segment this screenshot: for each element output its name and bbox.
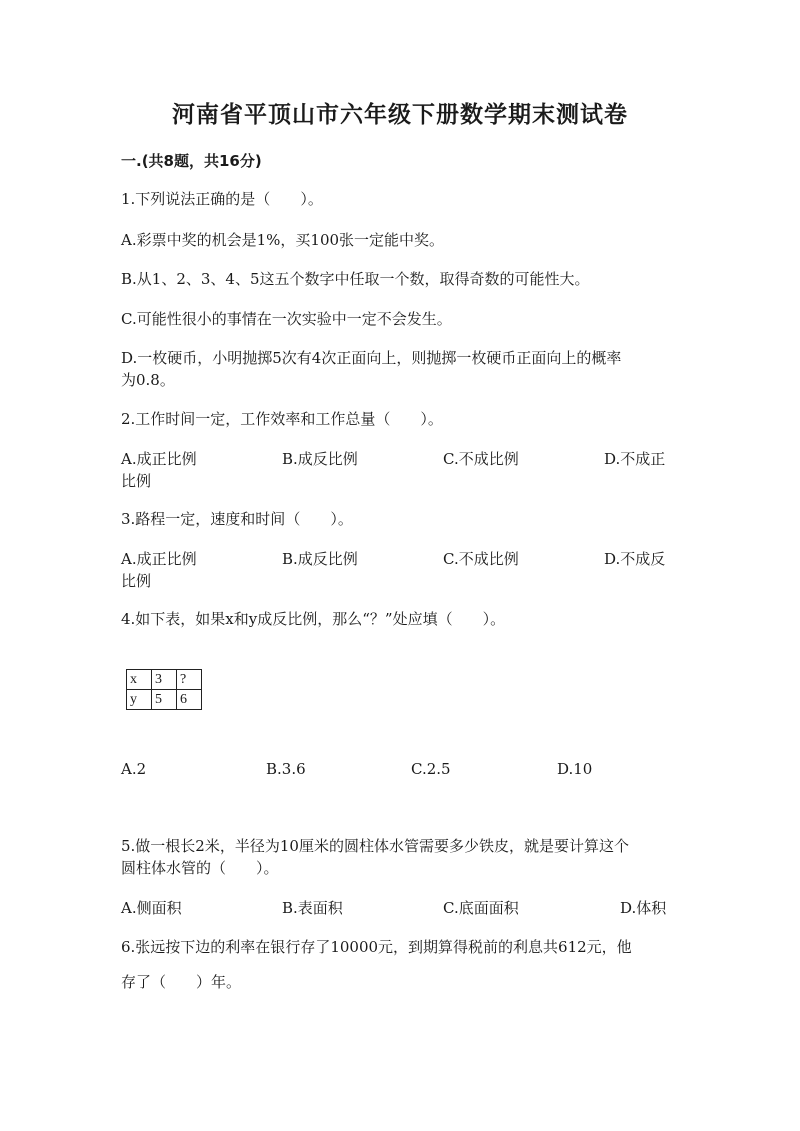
question-4-option-c: C.2.5 <box>411 760 451 778</box>
table-cell: 5 <box>152 690 177 710</box>
question-5-stem-cont: 圆柱体水管的（ ）。 <box>121 859 279 877</box>
table-cell: x <box>127 670 152 690</box>
question-4-option-a: A.2 <box>121 760 147 778</box>
question-1-stem: 1.下列说法正确的是（ ）。 <box>121 190 323 208</box>
question-2-stem: 2.工作时间一定，工作效率和工作总量（ ）。 <box>121 410 443 428</box>
question-3-option-d-cont: 比例 <box>121 572 152 590</box>
question-4-table <box>126 669 202 710</box>
question-1-option-c: C.可能性很小的事情在一次实验中一定不会发生。 <box>121 310 452 328</box>
section-heading: 一.(共8题，共16分) <box>121 152 262 170</box>
question-4-option-b: B.3.6 <box>266 760 306 778</box>
table-cell: ? <box>177 670 202 690</box>
question-6-stem-cont: 存了（ ）年。 <box>121 973 242 991</box>
question-2-option-d-cont: 比例 <box>121 472 152 490</box>
question-2-option-c: C.不成比例 <box>443 450 519 468</box>
question-5-option-d: D.体积 <box>620 899 667 917</box>
table-row <box>127 690 202 710</box>
question-1-option-d-cont: 为0.8。 <box>121 371 175 389</box>
table-cell: y <box>127 690 152 710</box>
table-cell: 3 <box>152 670 177 690</box>
question-5-option-c: C.底面面积 <box>443 899 519 917</box>
question-5-option-b: B.表面积 <box>282 899 343 917</box>
question-3-option-d: D.不成反 <box>604 550 666 568</box>
question-3-option-c: C.不成比例 <box>443 550 519 568</box>
table-row <box>127 670 202 690</box>
question-4-stem: 4.如下表，如果x和y成反比例，那么“？”处应填（ ）。 <box>121 610 506 628</box>
page-title: 河南省平顶山市六年级下册数学期末测试卷 <box>172 102 628 128</box>
question-3-stem: 3.路程一定，速度和时间（ ）。 <box>121 510 353 528</box>
question-1-option-a: A.彩票中奖的机会是1%，买100张一定能中奖。 <box>121 231 445 249</box>
question-2-option-b: B.成反比例 <box>282 450 358 468</box>
question-5-option-a: A.侧面积 <box>121 899 182 917</box>
question-3-option-b: B.成反比例 <box>282 550 358 568</box>
question-2-option-a: A.成正比例 <box>121 450 197 468</box>
question-6-stem: 6.张远按下边的利率在银行存了10000元，到期算得税前的利息共612元，他 <box>121 938 632 956</box>
question-1-option-d: D.一枚硬币，小明抛掷5次有4次正面向上，则抛掷一枚硬币正面向上的概率 <box>121 349 622 367</box>
question-4-option-d: D.10 <box>557 760 593 778</box>
question-3-option-a: A.成正比例 <box>121 550 197 568</box>
question-2-option-d: D.不成正 <box>604 450 666 468</box>
table-cell: 6 <box>177 690 202 710</box>
question-5-stem: 5.做一根长2米，半径为10厘米的圆柱体水管需要多少铁皮，就是要计算这个 <box>121 837 629 855</box>
question-1-option-b: B.从1、2、3、4、5这五个数字中任取一个数，取得奇数的可能性大。 <box>121 270 590 288</box>
